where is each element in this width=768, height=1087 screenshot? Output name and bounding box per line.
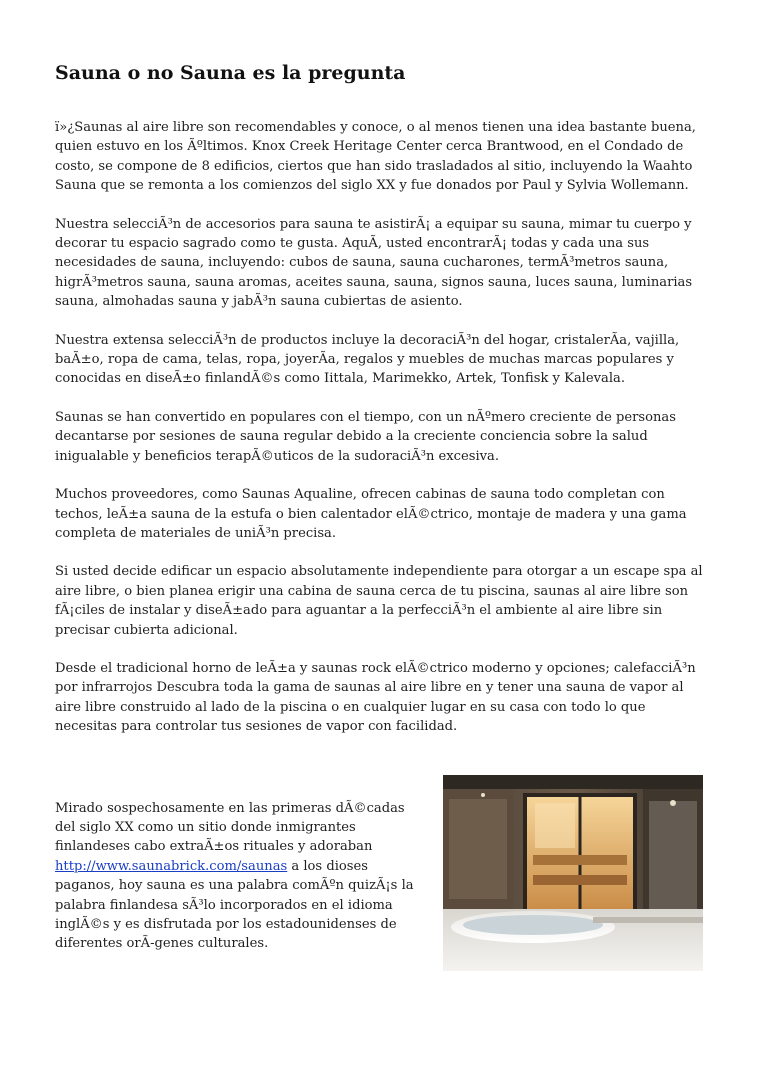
text-with-image-section — [55, 775, 710, 975]
paragraph: Si usted decide edificar un espacio absolutamente independiente para otorgar a un escape spa al aire libre, o bien planea erigir una cabina de sauna cerca de tu piscina, saunas al aire libre son fÃ¡ciles de instalar y diseÃ±ado para aguantar a la perfecciÃ³n el ambiente al aire libre sin precisar cubierta adicional. — [55, 564, 703, 638]
paragraph: Nuestra extensa selecciÃ³n de productos incluye la decoraciÃ³n del hogar, cristalerÃa, vajilla, baÃ±o, ropa de cama, telas, ropa, joyerÃa, regalos y muebles de muchas marcas populares y conocidas en diseÃ±o finlandÃ©s como Iittala, Marimekko, Artek, Tonfisk y Kalevala. — [55, 332, 680, 387]
page-title: Sauna o no Sauna es la pregunta — [55, 62, 406, 84]
saunabrick-link[interactable]: http://www.saunabrick.com/saunas — [55, 858, 288, 874]
paragraph: Nuestra selecciÃ³n de accesorios para sauna te asistirÃ¡ a equipar su sauna, mimar tu cuerpo y decorar tu espacio sagrado como te gusta. AquÃ, usted encontrarÃ¡ todas y cada una sus necesidades de sauna, incluyendo: cubos de sauna, sauna cucharones, termÃ³metros sauna, higrÃ³metros sauna, sauna aromas, aceites sauna, sauna, signos sauna, luces sauna, luminarias sauna, almohadas sauna y jabÃ³n sauna cubiertas de asiento. — [55, 216, 693, 310]
document-page — [55, 60, 710, 975]
paragraph: Muchos proveedores, como Saunas Aqualine, ofrecen cabinas de sauna todo completan con techos, leÃ±a sauna de la estufa o bien calentador elÃ©ctrico, montaje de madera y una gama completa de materiales de uniÃ³n precisa. — [55, 487, 687, 541]
paragraph: Desde el tradicional horno de leÃ±a y saunas rock elÃ©ctrico moderno y opciones; calefacciÃ³n por infrarrojos Descubra toda la gama de saunas al aire libre en y tener una sauna de vapor al aire libre construido al lado de la piscina o en cualquier lugar en su casa con todo lo que necesitas para controlar tus sesiones de vapor con facilidad. — [55, 660, 696, 735]
final-paragraph — [55, 799, 427, 954]
paragraph: Saunas se han convertido en populares con el tiempo, con un nÃºmero creciente de personas decantarse por sesiones de sauna regular debido a la creciente conciencia sobre la salud inigualable y beneficios terapÃ©uticos de la sudoraciÃ³n excesiva. — [55, 409, 676, 464]
final-paragraph-block — [55, 799, 427, 954]
final-text-after-link: a los dioses paganos, hoy sauna es una palabra comÃºn quizÃ¡s la palabra finlandesa sÃ³lo incorporados en el idioma inglÃ©s y es disfrutada por los estadounidenses de diferentes orÃ-genes culturales. — [55, 858, 414, 952]
paragraph: ï»¿Saunas al aire libre son recomendables y conoce, o al menos tienen una idea bastante buena, quien estuvo en los Ãºltimos. Knox Creek Heritage Center cerca Brantwood, en el Condado de costo, se compone de 8 edificios, ciertos que han sido trasladados al sitio, incluyendo la Waahto Sauna que se remonta a los comienzos del siglo XX y fue donados por Paul y Sylvia Wollemann. — [55, 120, 696, 194]
sauna-photo — [443, 775, 703, 971]
final-text-before-link: Mirado sospechosamente en las primeras dÃ©cadas del siglo XX como un sitio donde inmigrantes finlandeses cabo extraÃ±os rituales y adoraban — [55, 800, 405, 855]
